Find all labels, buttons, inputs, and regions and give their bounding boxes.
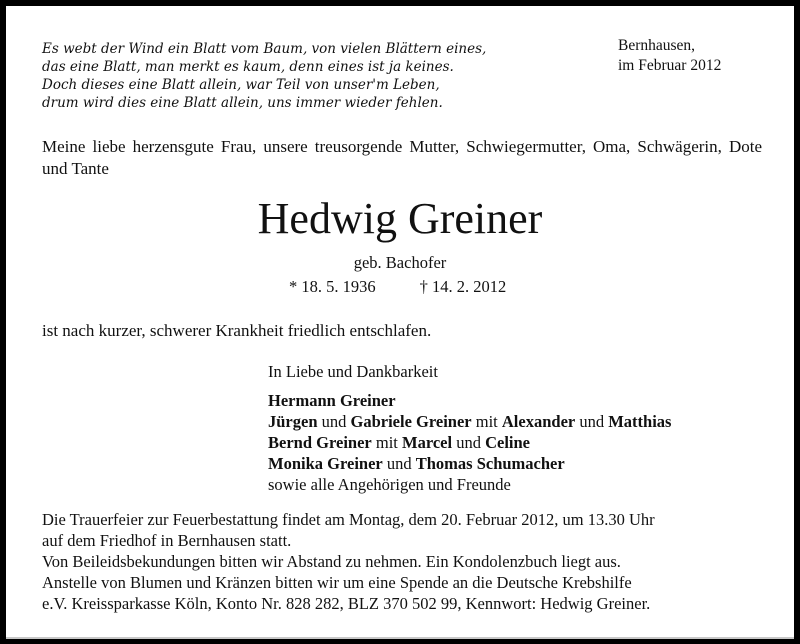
poem-line: Es webt der Wind ein Blatt vom Baum, von vielen Blättern eines, [42, 41, 487, 57]
mourner-name: Hermann Greiner [268, 391, 396, 410]
connector-text: und [382, 454, 416, 473]
passing-statement: ist nach kurzer, schwerer Krankheit friedlich entschlafen. [42, 321, 432, 340]
mourners-block [268, 361, 671, 495]
mourner-row [268, 474, 671, 495]
poem-line: das eine Blatt, man merkt es kaum, denn eines ist ja keines. [42, 59, 454, 75]
funeral-notice [42, 509, 766, 614]
connector-text: und [575, 412, 609, 431]
mourner-row [268, 432, 671, 453]
date: im Februar 2012 [618, 57, 722, 74]
mourner-name: Thomas Schumacher [415, 454, 565, 473]
notice-line: e.V. Kreissparkasse Köln, Konto Nr. 828 282, BLZ 370 502 99, Kennwort: Hedwig Greiner. [42, 594, 651, 613]
connector-text: sowie alle Angehörigen und Freunde [268, 475, 511, 494]
notice-line: Anstelle von Blumen und Kränzen bitten wir um eine Spende an die Deutsche Krebshilfe [42, 573, 632, 592]
connector-text: mit [371, 433, 402, 452]
mourners-list [268, 390, 671, 495]
death-date: † 14. 2. 2012 [419, 277, 507, 296]
notice-line: Von Beileidsbekundungen bitten wir Abstand zu nehmen. Ein Kondolenzbuch liegt aus. [42, 552, 621, 571]
connector-text: und [452, 433, 486, 452]
deceased-name: Hedwig Greiner [257, 194, 543, 243]
place: Bernhausen, [618, 37, 696, 54]
notice-line: Die Trauerfeier zur Feuerbestattung findet am Montag, dem 20. Februar 2012, um 13.30 Uhr [42, 510, 655, 529]
mourner-name: Matthias [608, 412, 672, 431]
memorial-poem [42, 40, 486, 112]
mourner-row [268, 390, 671, 411]
mourner-name: Gabriele Greiner [350, 412, 472, 431]
poem-line: drum wird dies eine Blatt allein, uns immer wieder fehlen. [42, 95, 443, 111]
life-dates [289, 277, 506, 297]
mourner-name: Bernd Greiner [268, 433, 372, 452]
mourner-name: Marcel [402, 433, 453, 452]
obituary-notice [6, 6, 794, 638]
connector-text: mit [471, 412, 502, 431]
mourner-name: Celine [485, 433, 531, 452]
mourner-row [268, 411, 671, 432]
connector-text: und [317, 412, 351, 431]
notice-line: auf dem Friedhof in Bernhausen statt. [42, 531, 292, 550]
birth-name: geb. Bachofer [353, 253, 447, 272]
mourner-row [268, 453, 671, 474]
poem-line: Doch dieses eine Blatt allein, war Teil von unser'm Leben, [42, 77, 440, 93]
birth-date: * 18. 5. 1936 [289, 277, 376, 296]
mourner-name: Alexander [501, 412, 576, 431]
intro-text: Meine liebe herzensgute Frau, unsere treusorgende Mutter, Schwiegermutter, Oma, Schwägerin, Dote und Tante [42, 137, 762, 178]
mourner-name: Jürgen [268, 412, 318, 431]
mourners-heading: In Liebe und Dankbarkeit [268, 362, 438, 381]
mourner-name: Monika Greiner [268, 454, 383, 473]
place-and-date [618, 36, 721, 76]
